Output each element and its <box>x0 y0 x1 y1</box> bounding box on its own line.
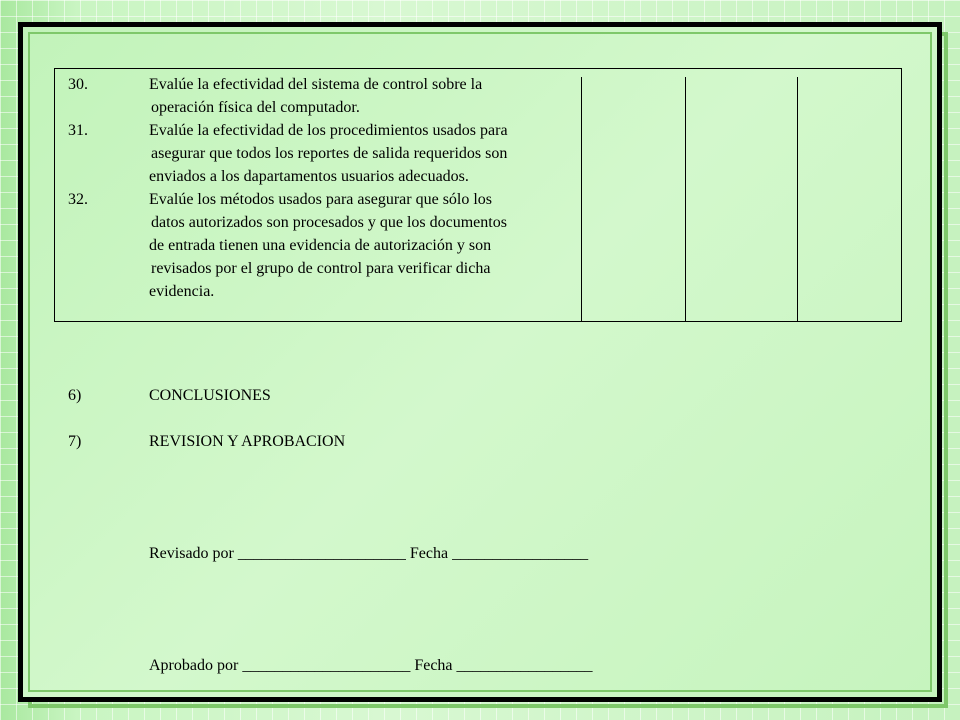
slide <box>18 22 942 702</box>
item-text-line: operación física del computador. <box>151 99 360 116</box>
item-number: 30. <box>68 76 88 93</box>
table-column-divider-3 <box>797 77 798 322</box>
item-text-line: Evalúe la efectividad del sistema de control sobre la <box>149 76 483 93</box>
checklist-item-30 <box>68 73 482 96</box>
item-text-line: Evalúe los métodos usados para asegurar que sólo los <box>149 191 493 208</box>
reviewed-by-line: Revisado por _____________________ Fecha _________________ <box>149 545 589 562</box>
item-number: 31. <box>68 122 88 139</box>
section-revision <box>68 433 345 451</box>
item-text-line: enviados a los dapartamentos usuarios adecuados. <box>149 168 469 185</box>
item-text-line: de entrada tienen una evidencia de autorización y son <box>149 237 492 254</box>
table-column-divider-2 <box>685 77 686 322</box>
item-number: 32. <box>68 191 88 208</box>
section-title: CONCLUSIONES <box>149 387 271 404</box>
item-text-line: evidencia. <box>149 283 215 300</box>
item-text-line: Evalúe la efectividad de los procedimientos usados para <box>149 122 508 139</box>
checklist-item-31 <box>68 119 508 142</box>
item-text-line: revisados por el grupo de control para verificar dicha <box>151 260 491 277</box>
approved-by-line: Aprobado por _____________________ Fecha _________________ <box>149 657 593 674</box>
item-text-line: asegurar que todos los reportes de salida requeridos son <box>151 145 508 162</box>
section-number: 6) <box>68 387 82 404</box>
section-conclusiones <box>68 387 271 405</box>
table-column-divider-1 <box>581 77 582 322</box>
checklist-item-32 <box>68 188 492 211</box>
section-number: 7) <box>68 433 82 450</box>
item-text-line: datos autorizados son procesados y que los documentos <box>151 214 507 231</box>
section-title: REVISION Y APROBACION <box>149 433 346 450</box>
